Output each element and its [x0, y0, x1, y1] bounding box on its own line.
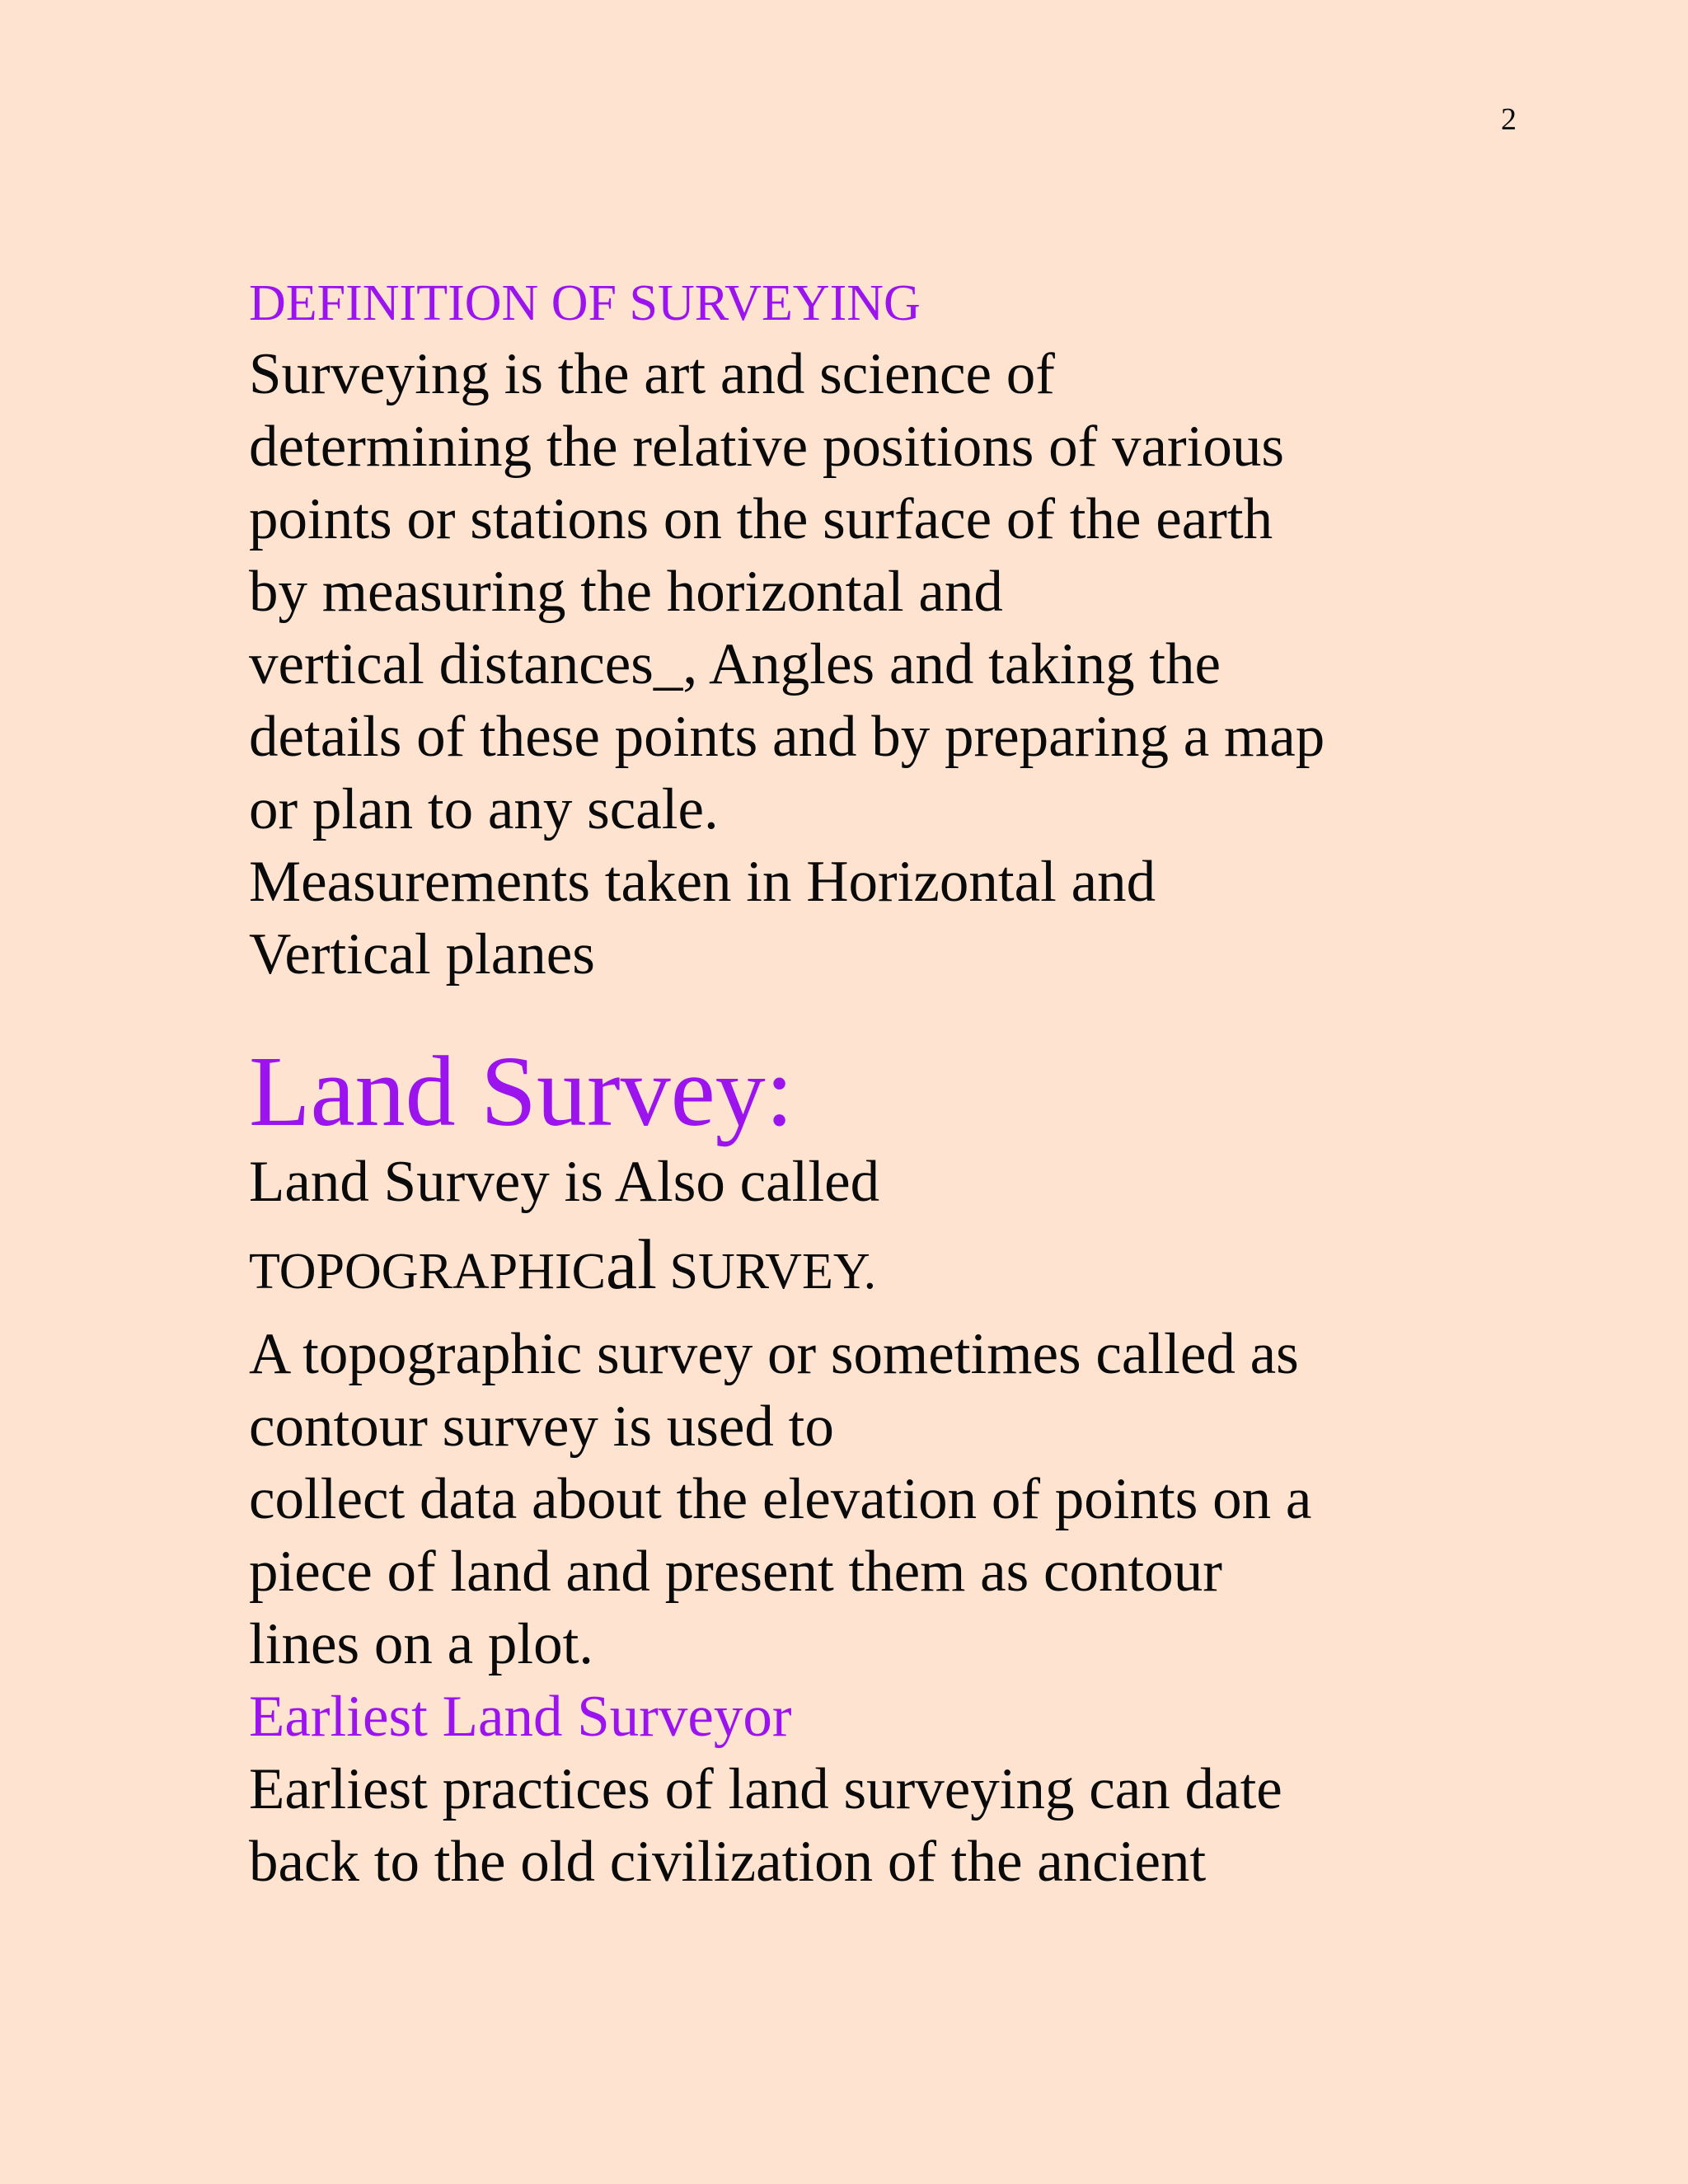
land-survey-line: Land Survey is Also called [249, 1150, 880, 1214]
definition-line: Measurements taken in Horizontal and [249, 850, 1156, 914]
land-survey-line: contour survey is used to [249, 1394, 834, 1459]
caps-text-part: TOPOGRAPHIC [249, 1244, 606, 1300]
definition-line: details of these points and by preparing a map [249, 705, 1325, 769]
earliest-surveyor-heading: Earliest Land Surveyor [249, 1685, 792, 1749]
definition-line: Surveying is the art and science of [249, 342, 1055, 406]
land-survey-line: collect data about the elevation of points on a [249, 1467, 1312, 1531]
definition-line: determining the relative positions of various [249, 415, 1285, 479]
land-survey-line: lines on a plot. [249, 1612, 594, 1676]
definition-line: points or stations on the surface of the earth [249, 487, 1273, 551]
caps-text-part: al [605, 1225, 658, 1304]
document-body [249, 269, 1444, 1898]
land-survey-line: piece of land and present them as contour [249, 1540, 1222, 1604]
topographical-survey-line [249, 1218, 1444, 1318]
earliest-surveyor-line: back to the old civilization of the ancient [249, 1830, 1207, 1894]
earliest-surveyor-line: Earliest practices of land surveying can date [249, 1757, 1282, 1821]
definition-line: vertical distances_, Angles and taking the [249, 632, 1221, 696]
land-survey-line: A topographic survey or sometimes called as [249, 1322, 1299, 1386]
definition-line: Vertical planes [249, 922, 595, 987]
definition-heading: DEFINITION OF SURVEYING [249, 275, 921, 331]
land-survey-heading: Land Survey: [249, 1036, 794, 1147]
definition-line: by measuring the horizontal and [249, 560, 1003, 624]
caps-text-part: SURVEY. [657, 1244, 877, 1300]
page-number: 2 [1501, 102, 1517, 137]
definition-line: or plan to any scale. [249, 777, 719, 841]
